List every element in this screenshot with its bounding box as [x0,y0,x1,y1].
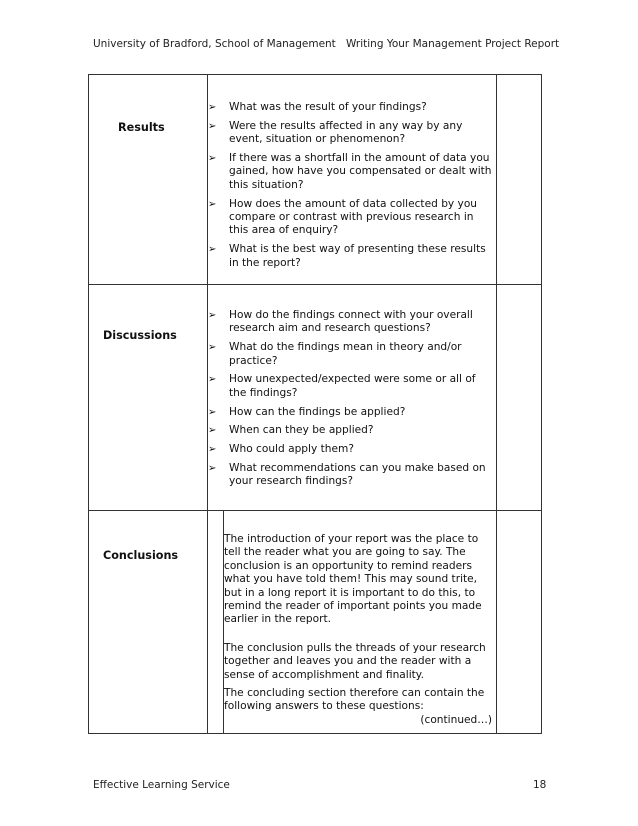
list-item: ➢ When can they be applied? [208,424,496,437]
conclusions-content-cell [224,511,497,734]
continued-note: (continued…) [420,713,493,726]
conclusions-label: Conclusions [103,549,179,562]
list-item: ➢ How does the amount of data collected by you compare or contrast with previous research in this area of enquiry? [208,198,496,238]
conclusions-paragraph-2: The conclusion pulls the threads of your research together and leaves you and the reader with a sense of accomplishment and finality. [224,641,486,681]
results-empty-cell [497,75,542,285]
results-label: Results [118,121,165,134]
list-item: ➢ Who could apply them? [208,443,496,456]
results-label-cell [89,75,208,285]
results-content-cell [208,75,497,285]
list-item: ➢ What is the best way of presenting these results in the report? [208,243,496,270]
conclusions-empty-cell [497,511,542,734]
list-item: ➢ How can the findings be applied? [208,406,496,419]
page-number: 18 [533,779,547,791]
header-left: University of Bradford, School of Management [93,38,336,50]
conclusions-paragraph-3: The concluding section therefore can contain the following answers to these questions: [224,687,485,713]
list-item: ➢ What do the findings mean in theory and/or practice? [208,341,496,368]
discussions-empty-cell [497,285,542,511]
header-right: Writing Your Management Project Report [346,38,560,50]
list-item: ➢ How do the findings connect with your overall research aim and research questions? [208,309,496,336]
list-item: ➢ What was the result of your findings? [208,101,496,114]
conclusions-row [89,511,542,734]
conclusions-label-cell [89,511,208,734]
discussions-content-cell [208,285,497,511]
list-item: ➢ If there was a shortfall in the amount of data you gained, how have you compensated or dealt with this situation? [208,152,496,192]
conclusions-spacer-cell [208,511,224,734]
list-item: ➢ What recommendations can you make based on your research findings? [208,462,496,489]
discussions-label: Discussions [103,329,177,342]
report-structure-table [88,74,542,734]
footer-left: Effective Learning Service [93,779,230,791]
discussions-question-list [208,309,496,489]
list-item: ➢ How unexpected/expected were some or all of the findings? [208,373,496,400]
discussions-label-cell [89,285,208,511]
results-row [89,75,542,285]
discussions-row [89,285,542,511]
results-question-list [208,101,496,270]
conclusions-paragraph-1: The introduction of your report was the place to tell the reader what you are going to say. The conclusion is an opportunity to remind readers what you have told them! This may sound trite, but in a long report it is important to do this, to remind the reader of important points you made earlier in the report. [224,533,482,626]
list-item: ➢ Were the results affected in any way by any event, situation or phenomenon? [208,120,496,147]
